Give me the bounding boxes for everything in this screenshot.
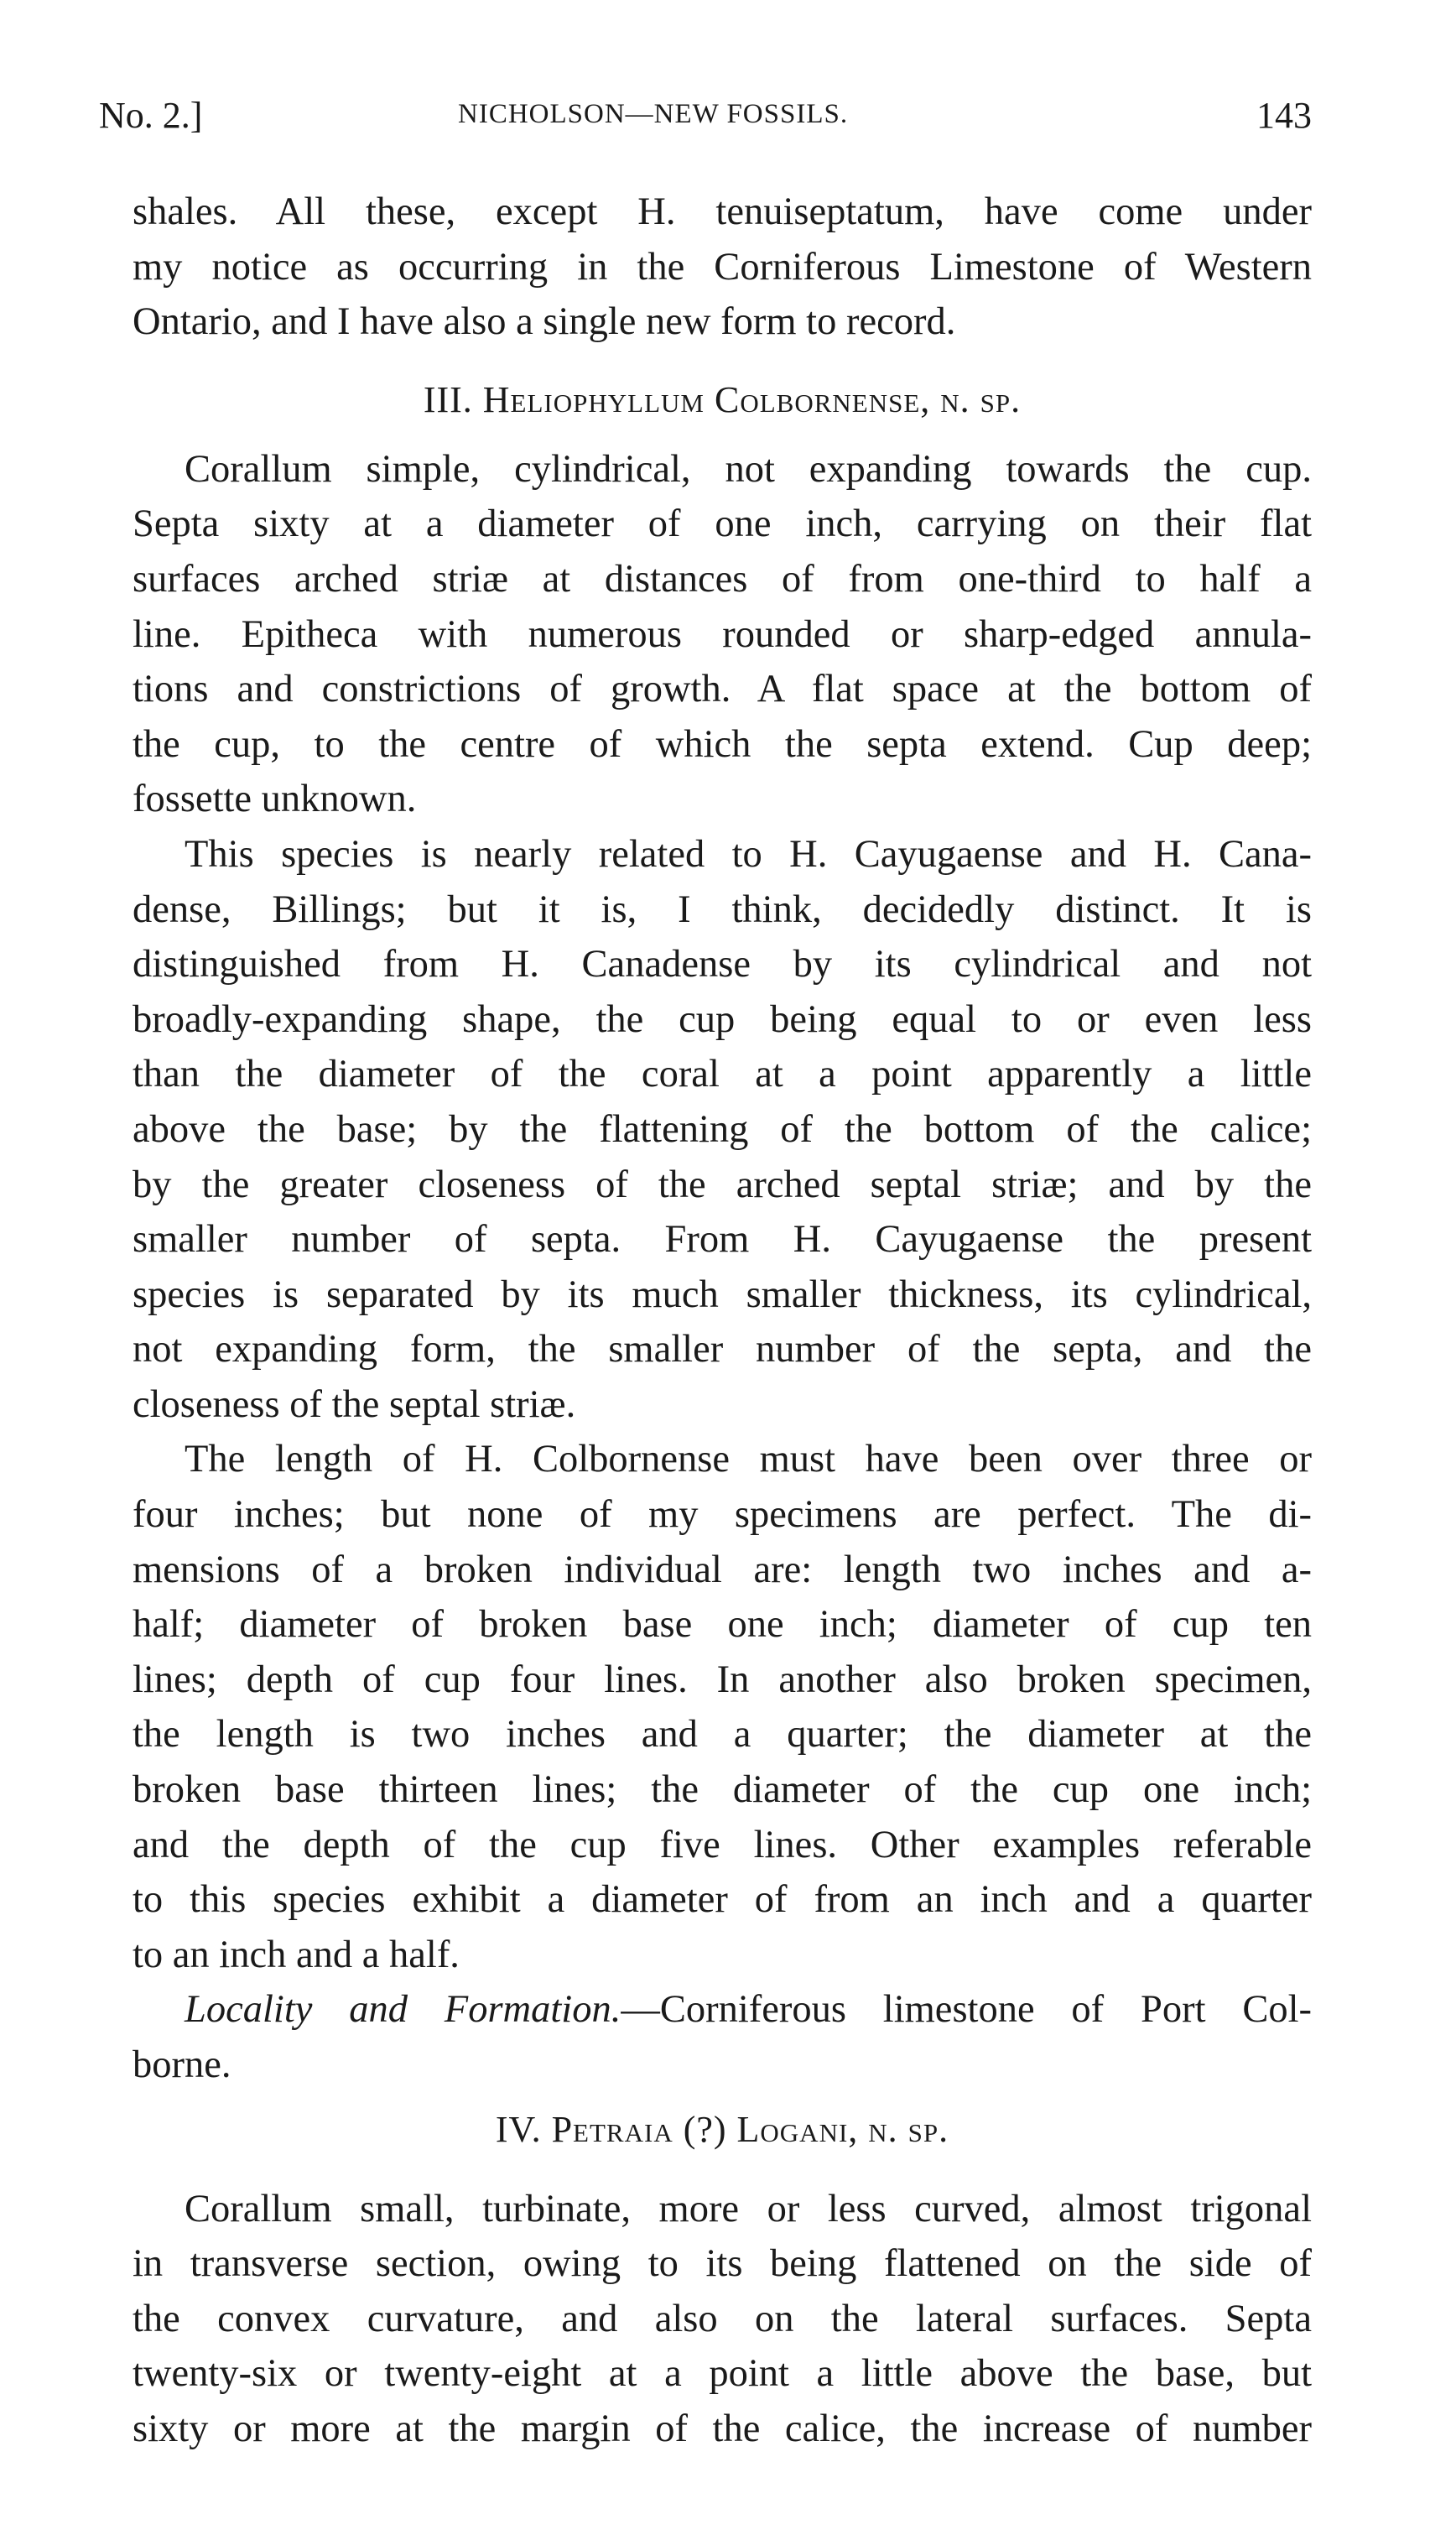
text-line: species is separated by its much smaller thickness, its cylindrical,	[133, 1273, 1312, 1316]
text-line: closeness of the septal striæ.	[133, 1382, 576, 1426]
text-line: half; diameter of broken base one inch; diameter of cup ten	[133, 1603, 1312, 1647]
text-line: dense, Billings; but it is, I think, decidedly distinct. It is	[133, 887, 1312, 931]
text-line: above the base; by the flattening of the bottom of the calice;	[133, 1107, 1312, 1151]
text-line: fossette unknown.	[133, 778, 417, 821]
text-line: Corallum simple, cylindrical, not expanding towards the cup.	[185, 447, 1312, 491]
running-title: NICHOLSON—NEW FOSSILS.	[458, 99, 849, 129]
petraia-description-paragraph	[133, 2182, 1312, 2457]
text-line: broadly-expanding shape, the cup being equal to or even less	[133, 997, 1312, 1041]
issue-number: No. 2.]	[99, 95, 203, 136]
text-line: lines; depth of cup four lines. In another also broken specimen,	[133, 1658, 1312, 1701]
text-line: the convex curvature, and also on the lateral surfaces. Septa	[133, 2297, 1312, 2340]
text-line: the cup, to the centre of which the septa extend. Cup deep;	[133, 722, 1312, 766]
text-line: in transverse section, owing to its being flattened on the side of	[133, 2242, 1312, 2286]
text-line: borne.	[133, 2043, 231, 2086]
text-line: smaller number of septa. From H. Cayugaense the present	[133, 1218, 1312, 1262]
text-line: my notice as occurring in the Corniferous Limestone of Western	[133, 245, 1312, 289]
text-line: to an inch and a half.	[133, 1933, 460, 1976]
text-line: surfaces arched striæ at distances of from one-third to half a	[133, 557, 1312, 601]
text-line: by the greater closeness of the arched septal striæ; and by the	[133, 1163, 1312, 1206]
text-line: than the diameter of the coral at a point apparently a little	[133, 1053, 1312, 1096]
text-line: line. Epitheca with numerous rounded or sharp-edged annula-	[133, 612, 1312, 656]
section-heading-heliophyllum: III. Heliophyllum Colbornense, n. sp.	[423, 378, 1022, 420]
section-heading-petraia: IV. Petraia (?) Logani, n. sp.	[495, 2108, 949, 2150]
text-line: This species is nearly related to H. Cayugaense and H. Cana-	[185, 832, 1312, 876]
text-line: The length of H. Colbornense must have been over three or	[185, 1438, 1312, 1481]
description-paragraph	[133, 442, 1312, 827]
locality-text: —Corniferous limestone of Port Col-	[621, 1988, 1312, 2032]
intro-paragraph	[133, 185, 1312, 350]
text-line: to this species exhibit a diameter of from an inch and a quarter	[133, 1878, 1312, 1922]
text-line: Septa sixty at a diameter of one inch, carrying on their flat	[133, 502, 1312, 546]
comparison-paragraph	[133, 827, 1312, 1433]
text-line: not expanding form, the smaller number of the septa, and the	[133, 1328, 1312, 1371]
text-line: sixty or more at the margin of the calice, the increase of number	[133, 2407, 1312, 2450]
text-line: four inches; but none of my specimens are perfect. The di-	[133, 1493, 1312, 1537]
text-line: and the depth of the cup five lines. Other examples referable	[133, 1823, 1312, 1866]
text-line: twenty-six or twenty-eight at a point a little above the base, but	[133, 2352, 1312, 2396]
dimensions-paragraph	[133, 1432, 1312, 1982]
text-line	[133, 1982, 1312, 2038]
locality-label: Locality and Formation.	[185, 1988, 621, 2032]
text-line: broken base thirteen lines; the diameter of the cup one inch;	[133, 1768, 1312, 1812]
text-line: tions and constrictions of growth. A flat space at the bottom of	[133, 668, 1312, 711]
text-line: mensions of a broken individual are: length two inches and a-	[133, 1548, 1312, 1591]
text-line: distinguished from H. Canadense by its cylindrical and not	[133, 943, 1312, 986]
body-text	[133, 185, 1312, 2457]
text-line: shales. All these, except H. tenuiseptatum, have come under	[133, 190, 1312, 233]
page-number: 143	[1256, 95, 1312, 136]
text-line: Corallum small, turbinate, more or less curved, almost trigonal	[185, 2187, 1312, 2230]
text-line: Ontario, and I have also a single new form to record.	[133, 300, 956, 344]
running-header	[99, 94, 1312, 144]
locality-paragraph	[133, 1982, 1312, 2092]
text-line: the length is two inches and a quarter; the diameter at the	[133, 1713, 1312, 1757]
